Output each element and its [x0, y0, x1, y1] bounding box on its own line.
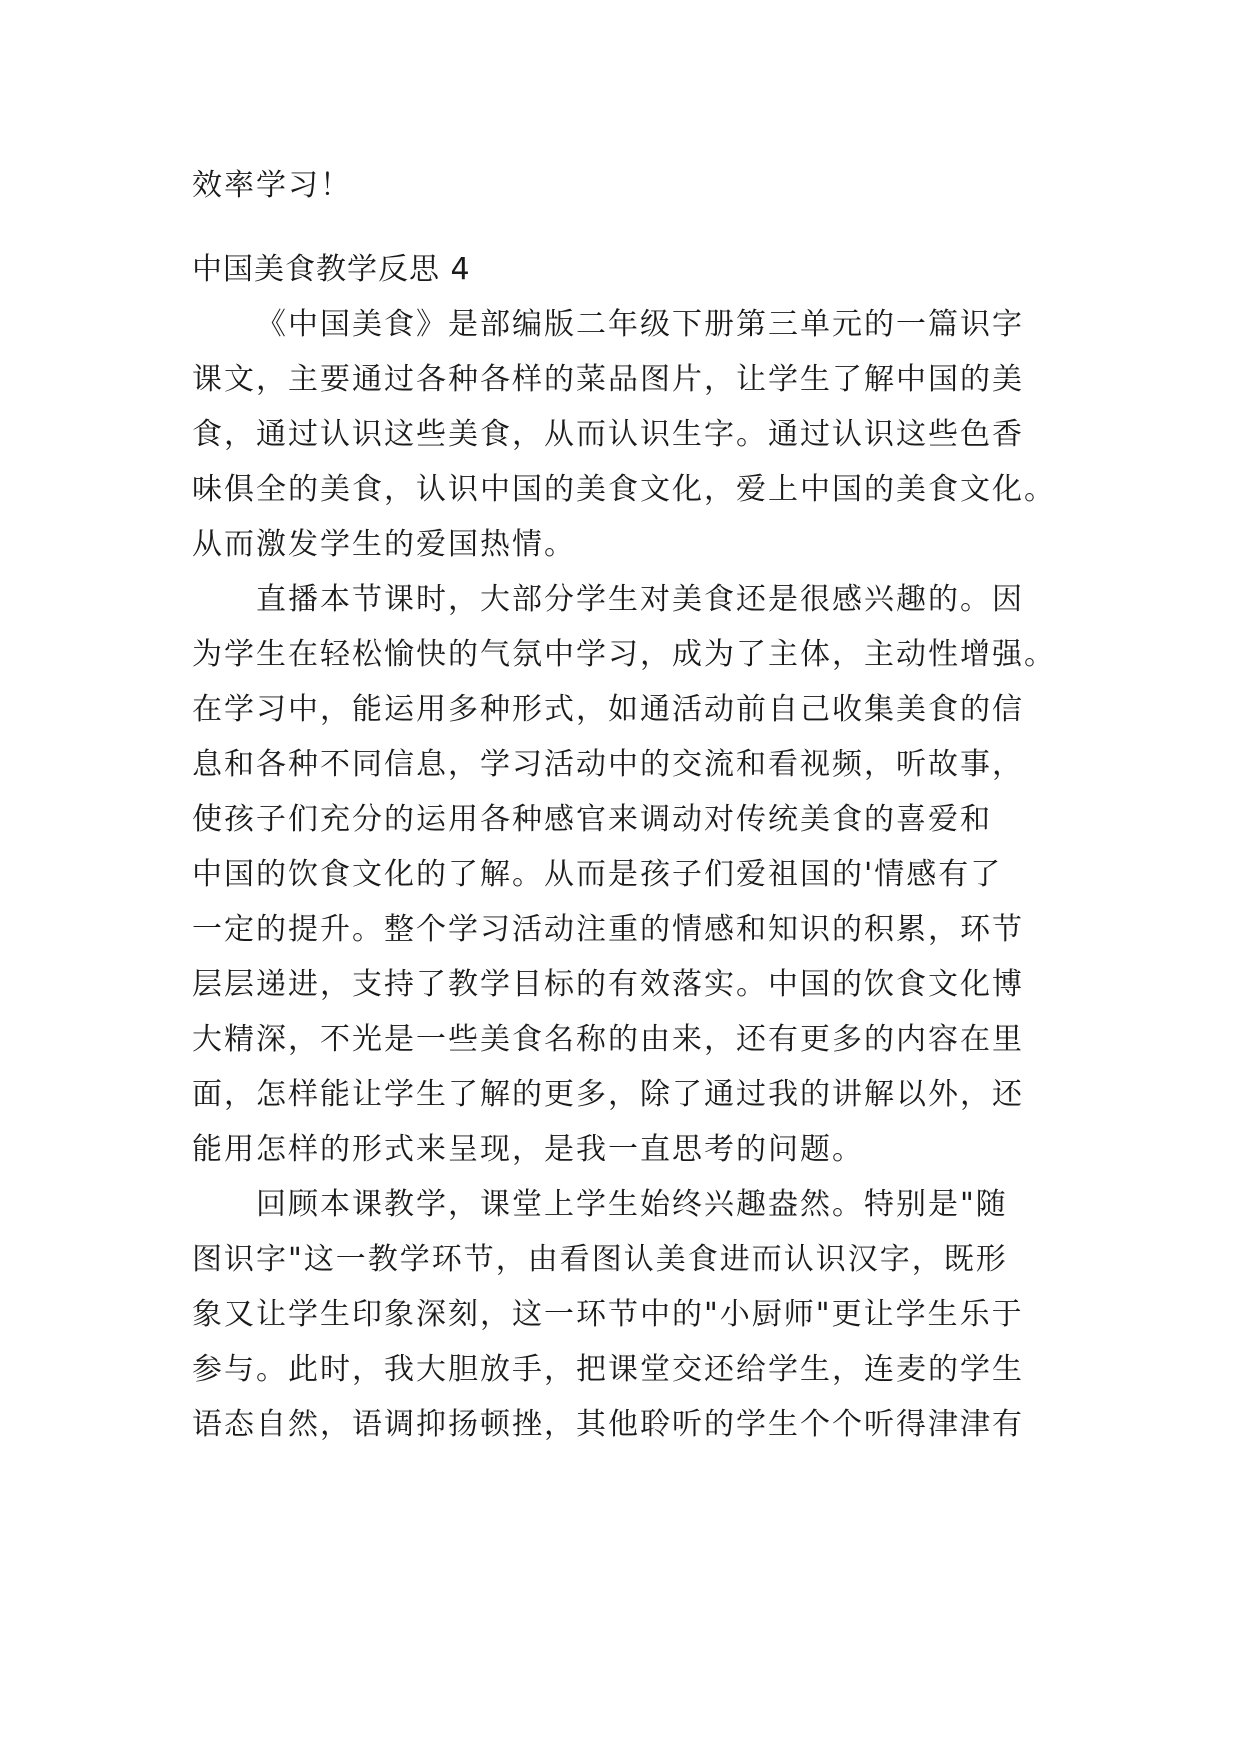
paragraph-2-line-2: 为学生在轻松愉快的气氛中学习，成为了主体，主动性增强。 — [192, 637, 1056, 672]
paragraph-2-line-5: 使孩子们充分的运用各种感官来调动对传统美食的喜爱和 — [192, 802, 992, 837]
paragraph-1-line-3: 食，通过认识这些美食，从而认识生字。通过认识这些色香 — [192, 417, 1024, 452]
paragraph-2-line-9: 大精深，不光是一些美食名称的由来，还有更多的内容在里 — [192, 1022, 1024, 1057]
paragraph-2-line-3: 在学习中，能运用多种形式，如通活动前自己收集美食的信 — [192, 692, 1024, 727]
paragraph-3-line-1: 回顾本课教学，课堂上学生始终兴趣盎然。特别是"随 — [256, 1187, 1008, 1222]
paragraph-2-line-10: 面，怎样能让学生了解的更多，除了通过我的讲解以外，还 — [192, 1077, 1024, 1112]
paragraph-1-line-1: 《中国美食》是部编版二年级下册第三单元的一篇识字 — [256, 307, 1024, 342]
paragraph-3-line-4: 参与。此时，我大胆放手，把课堂交还给学生，连麦的学生 — [192, 1352, 1024, 1387]
paragraph-3-line-5: 语态自然，语调抑扬顿挫，其他聆听的学生个个听得津津有 — [192, 1407, 1024, 1442]
section-heading: 中国美食教学反思 4 — [192, 252, 471, 287]
paragraph-2-line-8: 层层递进，支持了教学目标的有效落实。中国的饮食文化博 — [192, 967, 1024, 1002]
paragraph-2-line-4: 息和各种不同信息，学习活动中的交流和看视频，听故事， — [192, 747, 1024, 782]
paragraph-2-line-6: 中国的饮食文化的了解。从而是孩子们爱祖国的'情感有了 — [192, 857, 1003, 892]
paragraph-1-line-2: 课文，主要通过各种各样的菜品图片，让学生了解中国的美 — [192, 362, 1024, 397]
continuation-line: 效率学习！ — [192, 168, 352, 203]
paragraph-2-line-1: 直播本节课时，大部分学生对美食还是很感兴趣的。因 — [256, 582, 1024, 617]
paragraph-1-line-5: 从而激发学生的爱国热情。 — [192, 527, 576, 562]
paragraph-3-line-3: 象又让学生印象深刻，这一环节中的"小厨师"更让学生乐于 — [192, 1297, 1024, 1332]
paragraph-2-line-7: 一定的提升。整个学习活动注重的情感和知识的积累，环节 — [192, 912, 1024, 947]
paragraph-1-line-4: 味俱全的美食，认识中国的美食文化，爱上中国的美食文化。 — [192, 472, 1056, 507]
paragraph-2-line-11: 能用怎样的形式来呈现，是我一直思考的问题。 — [192, 1132, 864, 1167]
paragraph-3-line-2: 图识字"这一教学环节，由看图认美食进而认识汉字，既形 — [192, 1242, 1008, 1277]
